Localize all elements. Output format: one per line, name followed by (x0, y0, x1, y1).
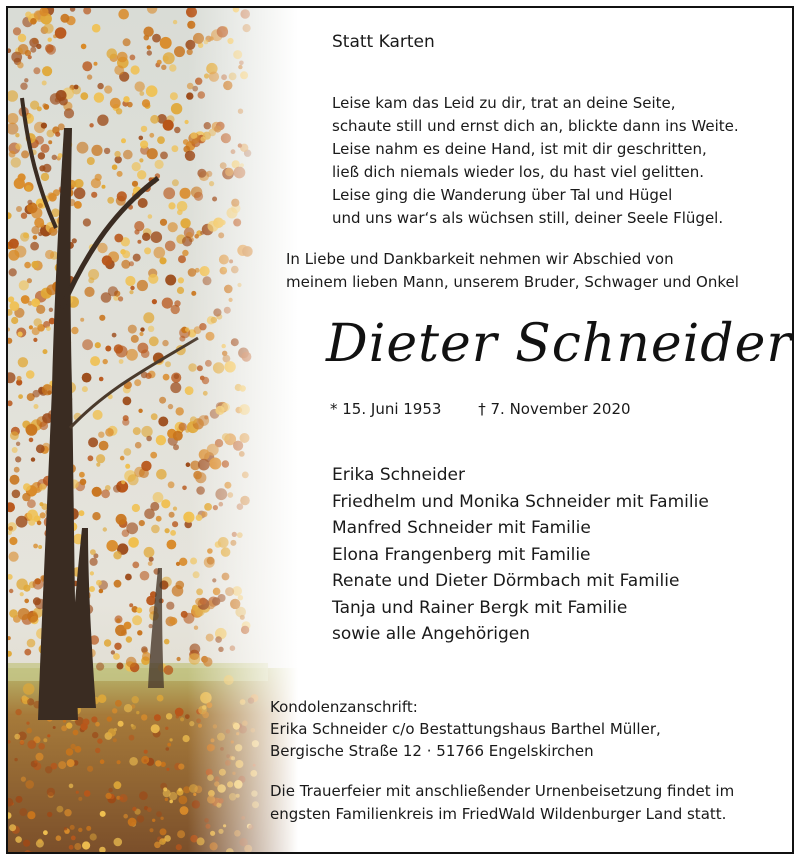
condolence-heading: Kondolenzanschrift: (270, 698, 418, 716)
poem-line: Leise nahm es deine Hand, ist mit dir geschritten, (332, 140, 707, 158)
mourners-list (332, 462, 709, 648)
death-date: † 7. November 2020 (478, 400, 631, 418)
birth-date: * 15. Juni 1953 (330, 400, 442, 418)
mourner: Tanja und Rainer Bergk mit Familie (332, 597, 628, 618)
poem (332, 92, 739, 230)
farewell-intro (286, 248, 739, 294)
life-dates (330, 400, 631, 418)
poem-line: Leise ging die Wanderung über Tal und Hügel (332, 186, 673, 204)
mourner: Manfred Schneider mit Familie (332, 518, 591, 538)
intro-line: In Liebe und Dankbarkeit nehmen wir Abschied von (286, 250, 674, 268)
mourner: Renate und Dieter Dörmbach mit Familie (332, 571, 680, 591)
poem-line: schaute still und ernst dich an, blickte dann ins Weite. (332, 117, 739, 135)
condolence-line: Bergische Straße 12 · 51766 Engelskirchen (270, 742, 594, 760)
condolence-address (270, 696, 661, 762)
mourner: sowie alle Angehörigen (332, 624, 531, 644)
obituary-notice (6, 6, 794, 854)
funeral-notice (270, 780, 734, 826)
funeral-line: Die Trauerfeier mit anschließender Urnenbeisetzung findet im (270, 782, 735, 800)
poem-line: ließ dich niemals wieder los, du hast viel gelitten. (332, 163, 705, 181)
funeral-line: engsten Familienkreis im FriedWald Wildenburger Land statt. (270, 805, 727, 823)
mourner: Friedhelm und Monika Schneider mit Familie (332, 491, 709, 512)
autumn-tree-illustration (8, 8, 298, 852)
condolence-line: Erika Schneider c/o Bestattungshaus Barthel Müller, (270, 720, 661, 738)
mourner: Elona Frangenberg mit Familie (332, 544, 591, 565)
poem-line: Leise kam das Leid zu dir, trat an deine Seite, (332, 94, 676, 112)
intro-line: meinem lieben Mann, unserem Bruder, Schwager und Onkel (286, 273, 739, 291)
autumn-tree-photo (8, 8, 298, 852)
poem-line: und uns war‘s als wüchsen still, deiner Seele Flügel. (332, 209, 724, 227)
deceased-name: Dieter Schneider (326, 314, 793, 374)
salutation: Statt Karten (332, 32, 435, 52)
mourner: Erika Schneider (332, 465, 465, 485)
